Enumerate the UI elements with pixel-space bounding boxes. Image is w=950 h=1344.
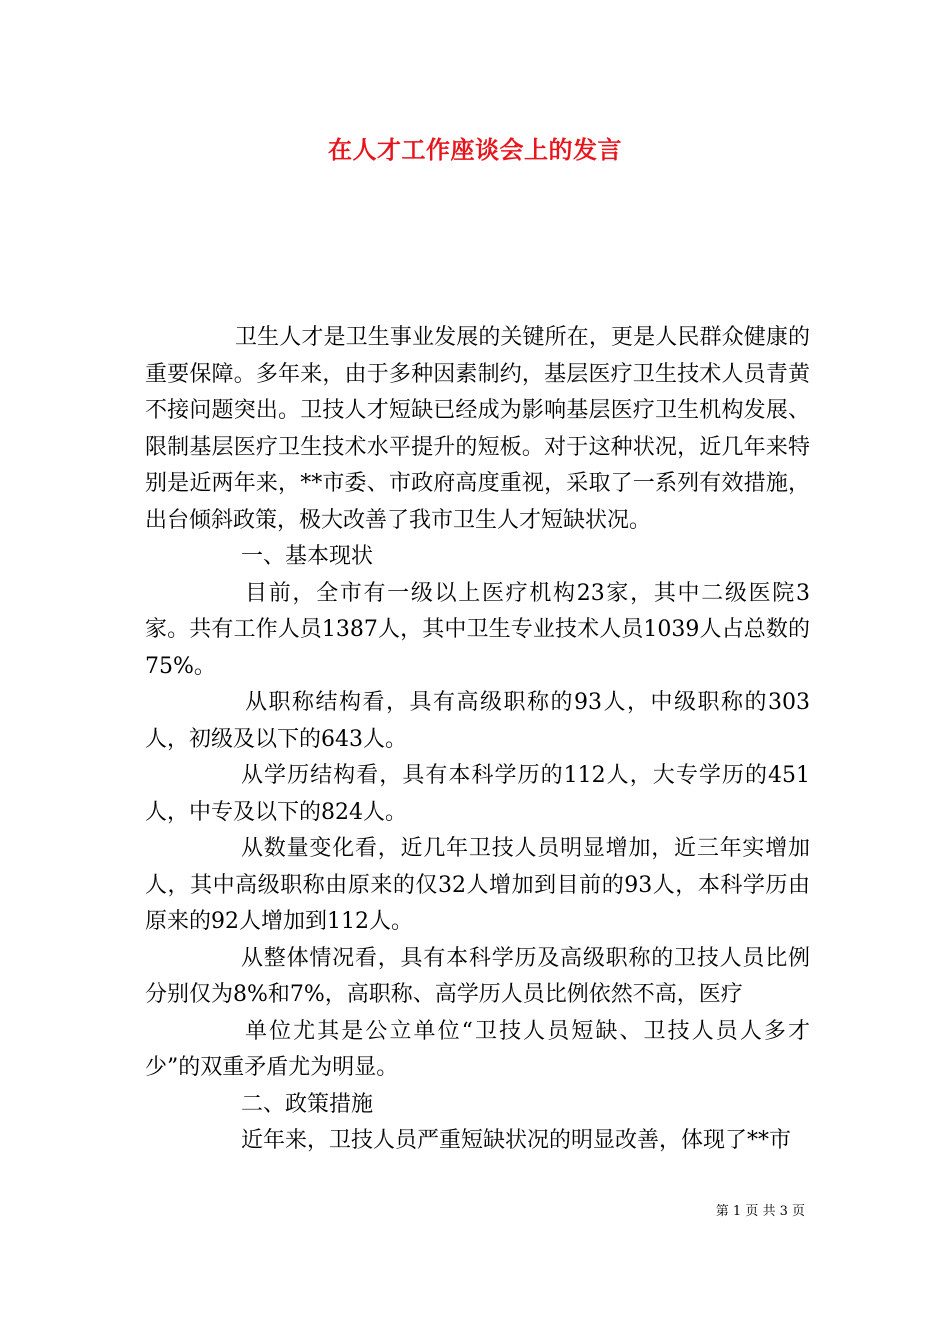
paragraph-education-structure: 从学历结构看，具有本科学历的112人，大专学历的451人，中专及以下的824人。 xyxy=(145,763,810,825)
section-heading-policy-measures: 二、政策措施 xyxy=(241,1091,374,1117)
paragraph-overall-situation: 从整体情况看，具有本科学历及高级职称的卫技人员比例分别仅为8%和7%，高职称、高学历人员比例依然不高，医疗 xyxy=(145,945,810,1007)
page-number: 第 1 页 共 3 页 xyxy=(715,1204,805,1219)
paragraph-intro: 卫生人才是卫生事业发展的关键所在，更是人民群众健康的重要保障。多年来，由于多种因素制约，基层医疗卫生技术人员青黄不接问题突出。卫技人才短缺已经成为影响基层医疗卫生机构发展、限制基层医疗卫生技术水平提升的短板。对于这种状况，近几年来特别是近两年来，**市委、市政府高度重视，采取了一系列有效措施，出台倾斜政策，极大改善了我市卫生人才短缺状况。 xyxy=(145,325,810,533)
document-title: 在人才工作座谈会上的发言 xyxy=(328,135,622,164)
section-heading-basic-status: 一、基本现状 xyxy=(241,544,374,569)
paragraph-quantity-change: 从数量变化看，近几年卫技人员明显增加，近三年实增加人，其中高级职称由原来的仅32人增加到目前的93人，本科学历由原来的92人增加到112人。 xyxy=(145,836,810,934)
paragraph-public-units: 单位尤其是公立单位“卫技人员短缺、卫技人员人多才少”的双重矛盾尤为明显。 xyxy=(145,1018,810,1080)
paragraph-recent-years: 近年来，卫技人员严重短缺状况的明显改善，体现了**市 xyxy=(241,1128,792,1153)
document-body xyxy=(145,320,810,1160)
paragraph-title-structure: 从职称结构看，具有高级职称的93人，中级职称的303人，初级及以下的643人。 xyxy=(145,690,810,752)
paragraph-current-institutions: 目前，全市有一级以上医疗机构23家，其中二级医院3家。共有工作人员1387人，其中卫生专业技术人员1039人占总数的75%。 xyxy=(145,580,810,679)
